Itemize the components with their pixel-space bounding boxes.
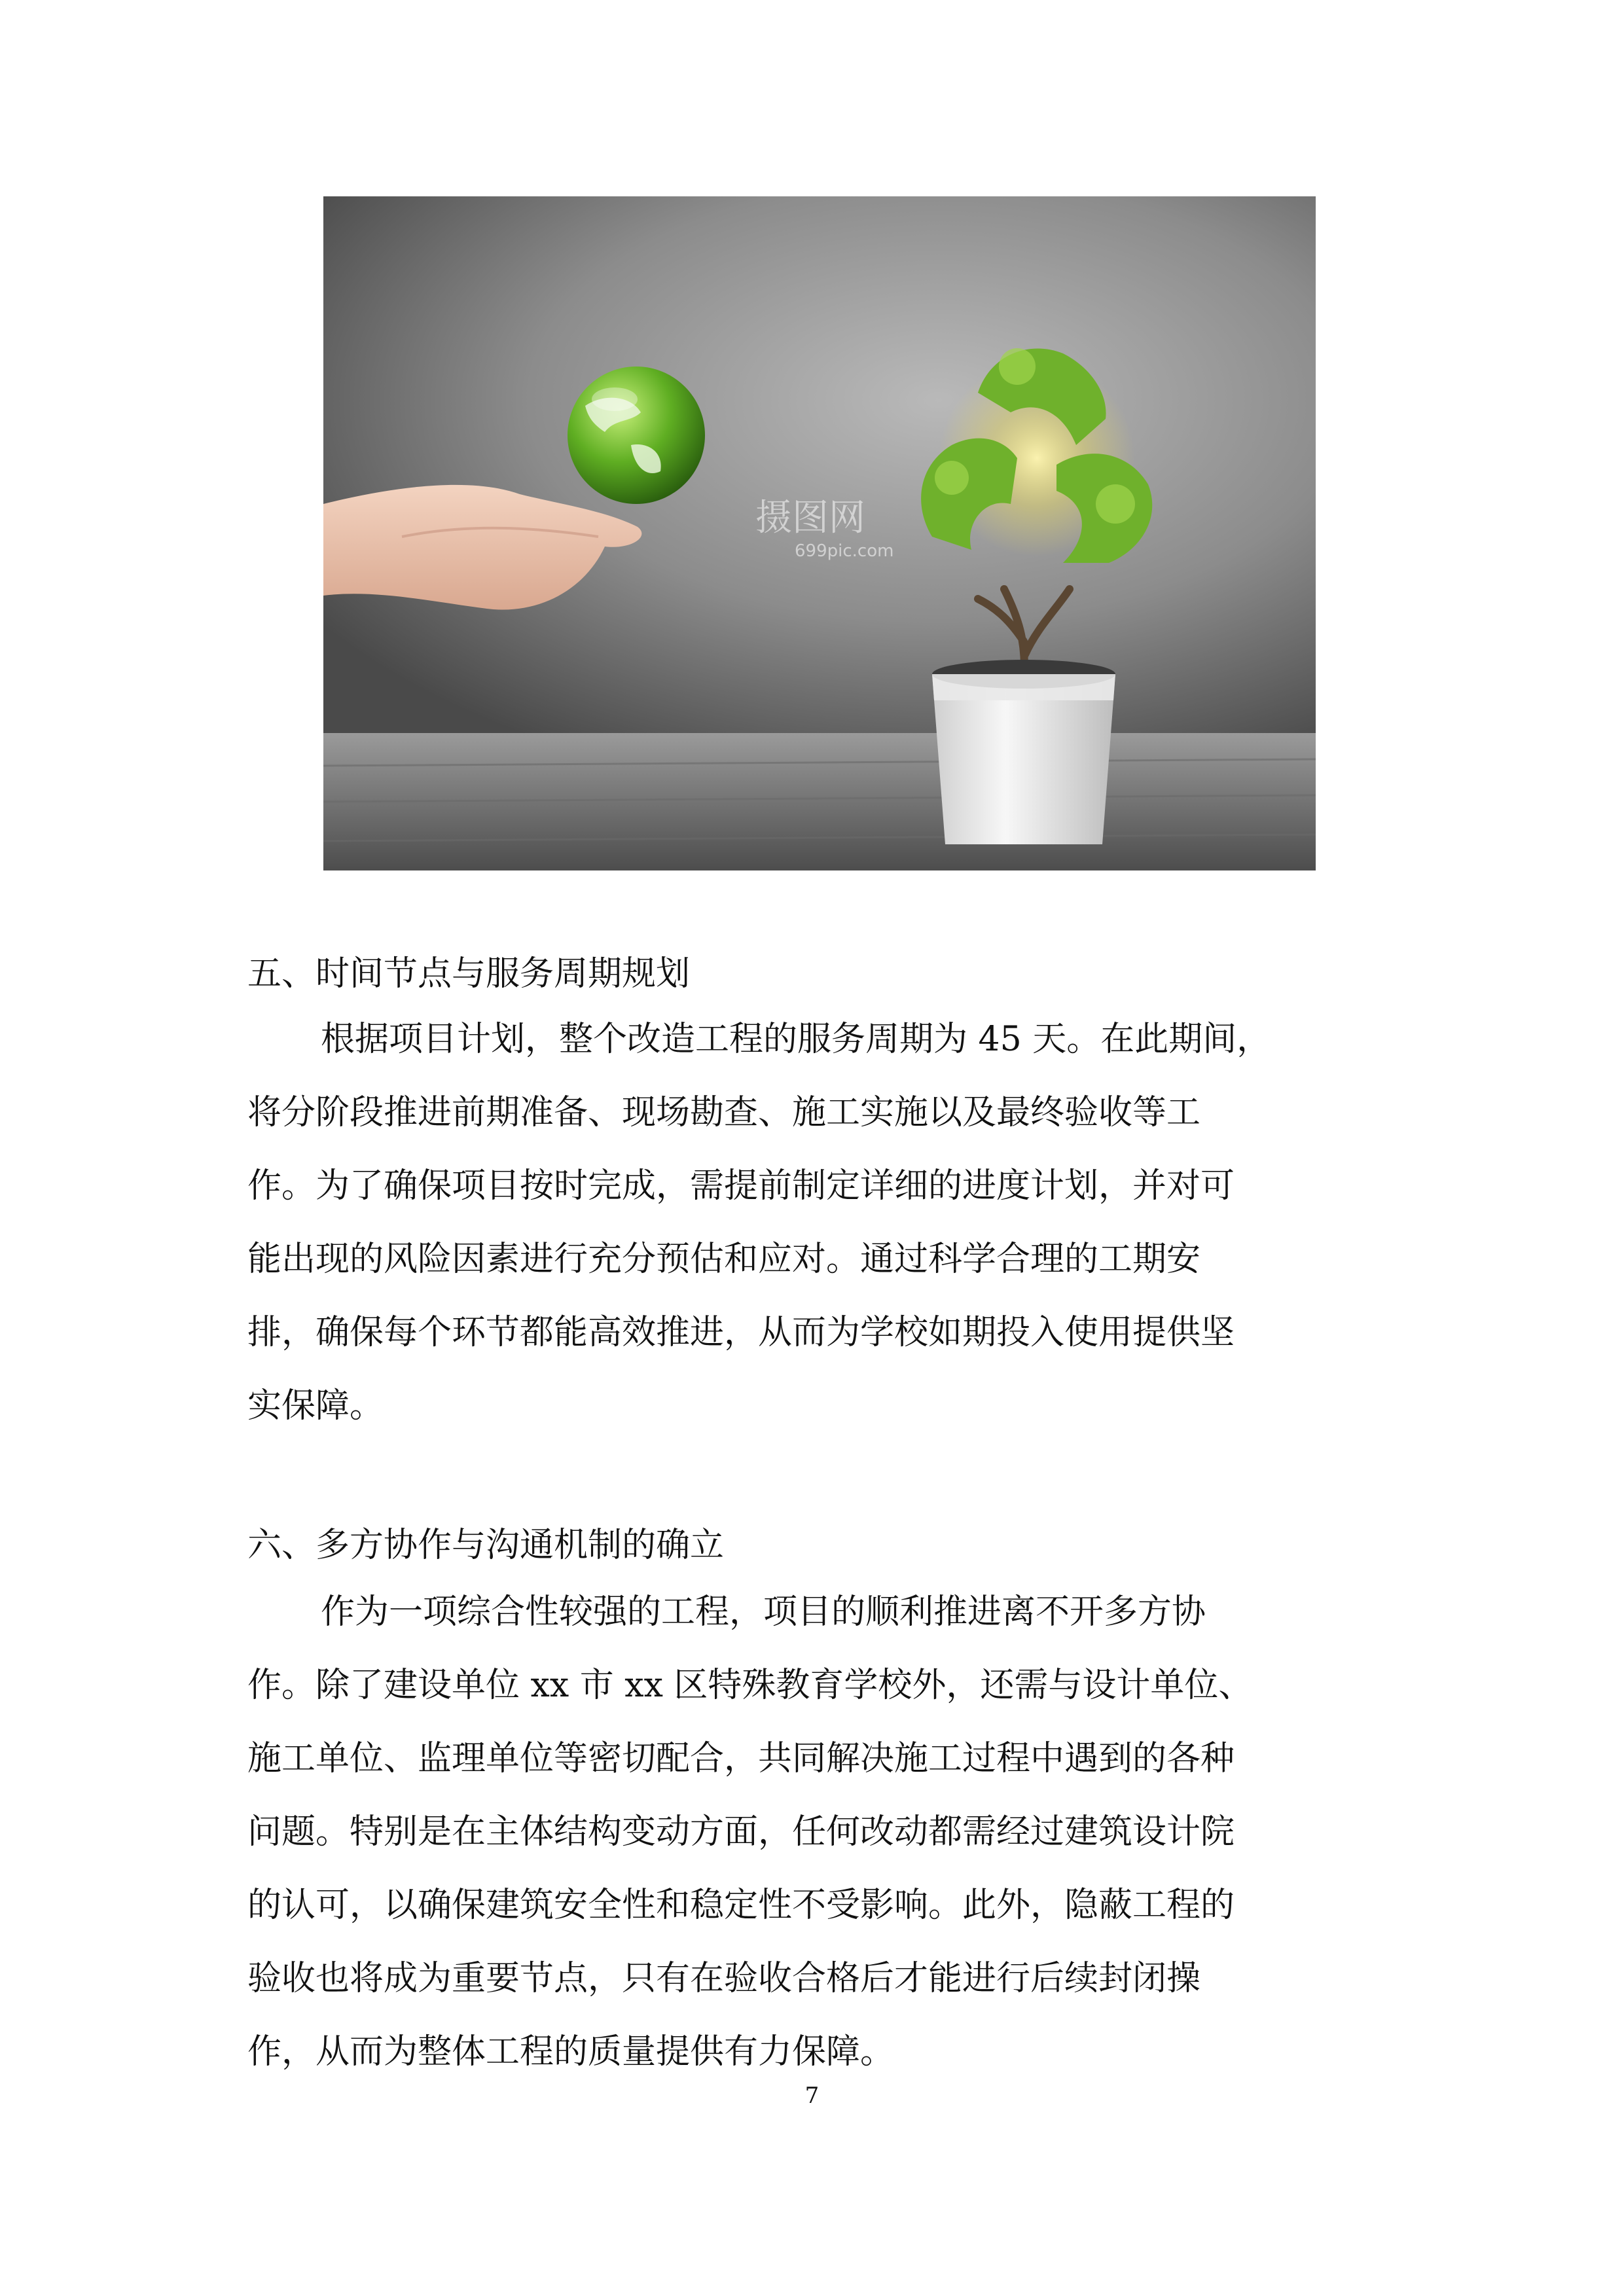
paragraph-line: 将分阶段推进前期准备、现场勘查、施工实施以及最终验收等工 bbox=[247, 1093, 1201, 1132]
paragraph-line: 根据项目计划，整个改造工程的服务周期为 45 天。在此期间， bbox=[321, 1020, 1271, 1059]
paragraph-line: 作，从而为整体工程的质量提供有力保障。 bbox=[247, 2032, 895, 2072]
illustration-image bbox=[323, 196, 1316, 870]
paragraph-line: 验收也将成为重要节点，只有在验收合格后才能进行后续封闭操 bbox=[247, 1959, 1201, 1998]
paragraph-line: 实保障。 bbox=[247, 1386, 384, 1426]
paragraph-line: 作为一项综合性较强的工程，项目的顺利推进离不开多方协 bbox=[321, 1592, 1206, 1632]
paragraph-line: 排，确保每个环节都能高效推进，从而为学校如期投入使用提供坚 bbox=[247, 1313, 1235, 1352]
section-5-heading: 五、时间节点与服务周期规划 bbox=[247, 954, 691, 994]
section-6-heading: 六、多方协作与沟通机制的确立 bbox=[247, 1526, 725, 1565]
watermark-url: 699pic.com bbox=[795, 541, 894, 561]
paragraph-line: 施工单位、监理单位等密切配合，共同解决施工过程中遇到的各种 bbox=[247, 1739, 1235, 1778]
paragraph-line: 作。除了建设单位 xx 市 xx 区特殊教育学校外，还需与设计单位、 bbox=[247, 1666, 1253, 1705]
watermark-text: 摄图网 bbox=[755, 497, 865, 539]
paragraph-line: 能出现的风险因素进行充分预估和应对。通过科学合理的工期安 bbox=[247, 1240, 1201, 1279]
page-number: 7 bbox=[804, 2083, 820, 2109]
section-5-paragraph bbox=[247, 1003, 1386, 1443]
paragraph-line: 问题。特别是在主体结构变动方面，任何改动都需经过建筑设计院 bbox=[247, 1812, 1235, 1852]
paragraph-line: 的认可，以确保建筑安全性和稳定性不受影响。此外，隐蔽工程的 bbox=[247, 1886, 1235, 1925]
paragraph-line: 作。为了确保项目按时完成，需提前制定详细的进度计划，并对可 bbox=[247, 1166, 1235, 1206]
section-6-paragraph bbox=[247, 1575, 1386, 2089]
